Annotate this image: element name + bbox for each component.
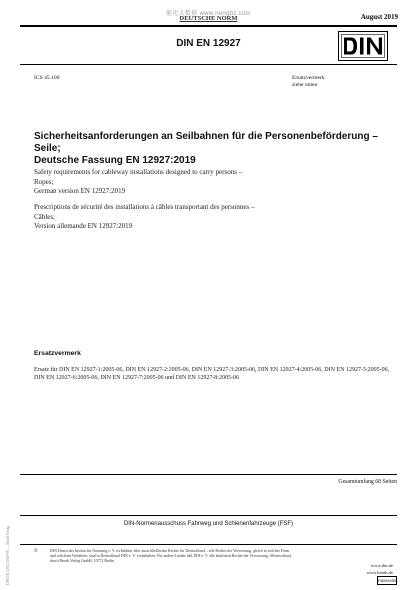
preisgruppe-badge: F8004990 (378, 578, 397, 583)
header-rule (20, 25, 397, 27)
title-french (34, 203, 394, 232)
copyright-icon: © (34, 549, 38, 554)
title-french-line1: Prescriptions de sécurité des installations à câbles transportant des personnes – (34, 203, 255, 211)
standards-committee: DIN-Normenausschuss Fahrweg und Schienenfahrzeuge (FSF) (123, 521, 294, 527)
norm-type-label: DEUTSCHE NORM (179, 15, 238, 22)
title-german-line2: Seile; (34, 143, 61, 154)
page-count: Gesamtumfang 68 Seiten (338, 479, 397, 485)
watermark: 能化大数据 www.nengbz.com (166, 11, 251, 17)
ersatz-text: Ersatz für DIN EN 12927-1:2005-06, DIN EN 12927-2:2005-06, DIN EN 12927-3:2005-06, DIN EN 12927-4:2005-06, DIN EN 12927-5:2005-06, DIN EN 12927-6:2005-06, DIN EN 12927-7:2005-06 und DIN EN 12927-8:2005-06 (34, 367, 390, 381)
title-english-line2: Ropes; (34, 177, 54, 186)
page-count-rule (20, 474, 397, 475)
title-german-line1: Sicherheitsanforderungen an Seilbahnen für die Personenbeförderung – (34, 131, 378, 142)
footer-rule (20, 544, 397, 545)
copyright-notice: DIN Deutsches Institut für Normung e. V. ist Inhaber aller ausschließlichen Rechte für Deutschland – alle Rechte der Verwertung, gleich in welcher Form und welchem Verfahren, sind in Deutschland DIN e. V. vorbehalten. Für andere Länder hält DIN e. V. alle ähnlichen Rechte der Verwertung. Alleinverkauf durch Beuth Verlag GmbH, 10772 Berlin (50, 549, 292, 564)
din-website-link[interactable]: www.din.de (370, 563, 393, 568)
ersatz-heading: Ersatzvermerk (34, 350, 81, 357)
title-english-line1: Safety requirements for cableway installations designed to carry persons – (34, 168, 243, 176)
title-german (34, 131, 394, 167)
publication-date: August 2019 (360, 13, 398, 21)
title-rule (20, 64, 397, 65)
title-english (34, 168, 394, 197)
committee-rule (20, 515, 397, 516)
title-french-line2: Câbles; (34, 212, 55, 221)
document-number: DIN EN 12927 (176, 38, 241, 49)
title-german-line3: Deutsche Fassung EN 12927:2019 (34, 155, 196, 166)
vertical-side-note: DIN EN 12927:2019-08 — Beuth Verlag (6, 525, 10, 585)
replacement-note-line1: Ersatzvermerk (292, 75, 325, 81)
din-logo (338, 31, 388, 61)
title-english-line3: German version EN 12927:2019 (34, 187, 126, 195)
title-french-line3: Version allemande EN 12927:2019 (34, 222, 133, 230)
ics-code: ICS 45.100 (34, 75, 60, 81)
replacement-note (292, 75, 325, 89)
beuth-website-link[interactable]: www.beuth.de (366, 570, 393, 575)
replacement-note-line2: siehe unten (292, 82, 318, 88)
